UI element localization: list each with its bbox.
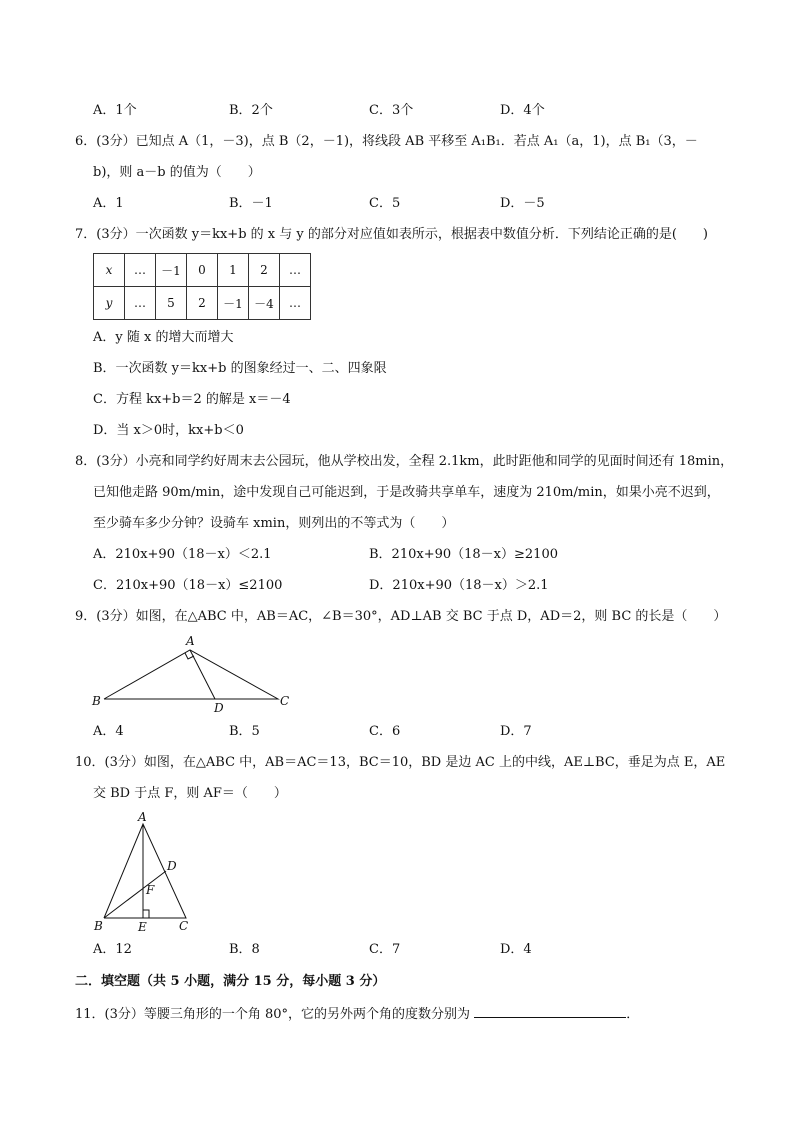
q8-option-a: A．210x+90（18－x）＜2.1	[93, 547, 272, 562]
q6-option-d: D．－5	[500, 196, 545, 211]
q7-option-b: B．一次函数 y＝kx+b 的图象经过一、二、四象限	[93, 361, 387, 376]
q6-stem-line1: 6．(3分）已知点 A（1，－3)，点 B（2，－1)，将线段 AB 平移至 A₁B₁．若点 A₁（a，1)，点 B₁（3，－	[75, 134, 698, 149]
table-cell: 0	[187, 254, 218, 287]
q5-option-a: A．1个	[93, 103, 137, 118]
table-cell: y	[94, 287, 125, 320]
table-row-x	[94, 254, 311, 287]
q8-stem-line2: 已知他走路 90m/min，途中发现自己可能迟到，于是改骑共享单车，速度为 210m/min，如果小亮不迟到，	[93, 485, 720, 500]
q10-label-f: F	[146, 883, 155, 897]
table-cell: …	[125, 254, 156, 287]
q5-option-d: D．4个	[500, 103, 545, 118]
q10-stem-line1: 10．(3分）如图，在△ABC 中，AB＝AC＝13，BC＝10，BD 是边 AC 上的中线，AE⊥BC，垂足为点 E，AE	[75, 755, 726, 770]
table-cell: x	[94, 254, 125, 287]
q9-stem: 9．(3分）如图，在△ABC 中，AB＝AC，∠B＝30°，AD⊥AB 交 BC 于点 D，AD＝2，则 BC 的长是（ ）	[75, 609, 727, 624]
q9-label-d: D	[214, 701, 224, 714]
q10-option-b: B．8	[229, 942, 260, 957]
q6-option-c: C．5	[369, 196, 401, 211]
q7-stem: 7．(3分）一次函数 y＝kx+b 的 x 与 y 的部分对应值如表所示，根据表中数值分析．下列结论正确的是( )	[75, 227, 708, 242]
q7-option-d: D．当 x＞0时，kx+b＜0	[93, 423, 244, 438]
section-title: 二．填空题（共 5 小题，满分 15 分，每小题 3 分）	[75, 974, 386, 989]
table-cell: 2	[187, 287, 218, 320]
q9-option-b: B．5	[229, 724, 260, 739]
q11-line	[75, 1005, 639, 1023]
q9-label-c: C	[280, 694, 290, 708]
q8-option-d: D．210x+90（18－x）＞2.1	[369, 578, 549, 593]
q7-value-table	[93, 253, 311, 320]
table-cell: －1	[218, 287, 249, 320]
q10-triangle-figure	[90, 806, 200, 940]
q10-stem-line2: 交 BD 于点 F，则 AF＝（ ）	[93, 786, 287, 801]
q11-end: ．	[626, 1007, 640, 1022]
q8-stem-line1: 8．(3分）小亮和同学约好周末去公园玩，他从学校出发，全程 2.1km，此时距他和同学的见面时间还有 18min，	[75, 454, 734, 469]
table-cell: －1	[156, 254, 187, 287]
table-row-y	[94, 287, 311, 320]
q10-label-e: E	[138, 920, 147, 934]
q6-stem-line2: b)，则 a－b 的值为（ ）	[93, 165, 261, 180]
q9-option-d: D．7	[500, 724, 532, 739]
table-cell: 1	[218, 254, 249, 287]
q10-option-c: C．7	[369, 942, 401, 957]
q10-option-d: D．4	[500, 942, 532, 957]
q8-option-b: B．210x+90（18－x）≥2100	[369, 547, 558, 562]
q9-option-c: C．6	[369, 724, 401, 739]
q10-label-a: A	[138, 810, 147, 824]
table-cell: …	[125, 287, 156, 320]
answer-blank[interactable]	[474, 1005, 626, 1018]
table-cell: …	[280, 287, 311, 320]
q11-stem: 11．(3分）等腰三角形的一个角 80°，它的另外两个角的度数分别为	[75, 1007, 471, 1022]
table-cell: …	[280, 254, 311, 287]
q6-option-b: B．－1	[229, 196, 273, 211]
q9-option-a: A．4	[93, 724, 124, 739]
q6-option-a: A．1	[93, 196, 124, 211]
q5-option-b: B．2个	[229, 103, 273, 118]
q9-label-b: B	[92, 694, 101, 708]
q8-stem-line3: 至少骑车多少分钟？设骑车 xmin，则列出的不等式为（ ）	[93, 516, 455, 531]
table-cell: 2	[249, 254, 280, 287]
q7-option-a: A．y 随 x 的增大而增大	[93, 330, 234, 345]
q8-option-c: C．210x+90（18－x）≤2100	[93, 578, 283, 593]
q9-label-a: A	[186, 634, 195, 648]
q10-label-b: B	[94, 919, 103, 933]
q9-triangle-figure	[90, 632, 300, 718]
q10-label-d: D	[167, 859, 177, 873]
table-cell: 5	[156, 287, 187, 320]
q10-option-a: A．12	[93, 942, 132, 957]
q5-option-c: C．3个	[369, 103, 414, 118]
q7-option-c: C．方程 kx+b＝2 的解是 x＝－4	[93, 392, 291, 407]
q10-label-c: C	[179, 919, 189, 933]
table-cell: －4	[249, 287, 280, 320]
